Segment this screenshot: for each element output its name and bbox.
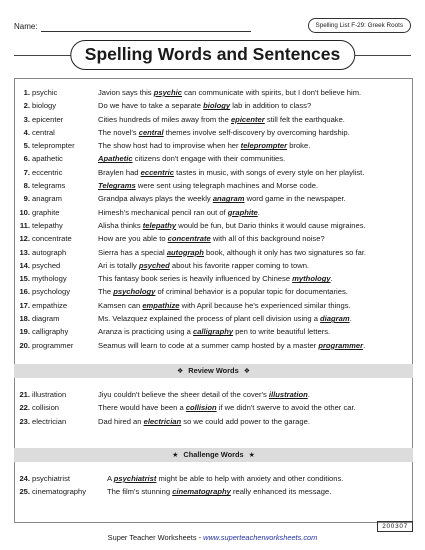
sentence-end: .: [257, 207, 260, 217]
sentence-start: Braylen had: [98, 167, 141, 177]
name-label: Name:: [14, 22, 38, 31]
spelling-word: concentrate: [32, 234, 72, 244]
example-sentence: [98, 99, 311, 112]
sentence-keyword: psyched: [138, 260, 170, 270]
word-number: 16.: [19, 287, 30, 297]
example-sentence: [98, 246, 366, 259]
sentence-keyword: Telegrams: [98, 181, 136, 191]
spelling-word: illustration: [32, 390, 67, 399]
example-sentence: [98, 152, 285, 165]
word-number: 12.: [19, 234, 30, 244]
spelling-word: diagram: [32, 314, 60, 324]
sentence-end: if we didn't swerve to avoid the other car.: [216, 403, 356, 413]
name-line: [41, 31, 251, 32]
spelling-word: central: [32, 127, 55, 137]
word-row: [18, 219, 413, 232]
sentence-start: Jiyu couldn't believe the sheer detail of the cover's: [98, 390, 269, 399]
sentence-start: Kamsen can: [98, 300, 143, 310]
star-icon: ★: [248, 452, 255, 459]
word-number: 6.: [23, 154, 30, 164]
word-row: [18, 339, 413, 352]
challenge-words-header: [14, 448, 413, 462]
word-number: 9.: [23, 194, 30, 204]
word-row: [18, 388, 413, 401]
sentence-end: tastes in music, with songs of every style on her playlist.: [174, 167, 365, 177]
word-number: 4.: [23, 127, 30, 137]
sentence-start: Sierra has a special: [98, 247, 167, 257]
sentence-end: book, although it only has two signatures so far.: [203, 247, 367, 257]
sentence-start: Alisha thinks: [98, 220, 143, 230]
example-sentence: [98, 388, 310, 401]
sentence-end: citizens don't engage with their communities.: [132, 154, 286, 164]
sentence-end: with April because he's experienced similar things.: [179, 300, 351, 310]
word-row: [18, 232, 413, 245]
sentence-start: Cities hundreds of miles away from the: [98, 114, 231, 124]
example-sentence: [98, 415, 310, 428]
word-row: [18, 152, 413, 165]
sentence-keyword: autograph: [166, 247, 204, 257]
spelling-word: programmer: [32, 340, 74, 350]
sentence-keyword: diagram: [320, 314, 350, 324]
sentence-start: Javion says this: [98, 88, 154, 97]
word-number: 21.: [19, 390, 30, 399]
word-row: [18, 99, 413, 112]
example-sentence: [98, 232, 325, 245]
sentence-keyword: epicenter: [230, 114, 265, 124]
sentence-end: with all of this background noise?: [210, 234, 325, 244]
sentence-keyword: psychic: [153, 88, 182, 97]
word-number: 22.: [19, 403, 30, 413]
sentence-keyword: cinematography: [172, 487, 231, 497]
sentence-end: .: [349, 314, 352, 324]
sentence-keyword: calligraphy: [192, 327, 234, 337]
word-row: [18, 415, 413, 428]
spelling-word: biology: [32, 101, 57, 111]
word-row: [18, 401, 413, 414]
list-badge: Spelling List F-29: Greek Roots: [308, 18, 412, 33]
sentence-start: Ari is totally: [98, 260, 139, 270]
footer-brand: Super Teacher Worksheets -: [107, 533, 204, 542]
sentence-keyword: teleprompter: [240, 141, 288, 151]
review-words-header: [14, 364, 413, 378]
header: [14, 18, 411, 38]
spelling-word: teleprompter: [32, 141, 75, 151]
word-number: 5.: [23, 141, 30, 151]
spelling-word: psychic: [32, 88, 58, 97]
example-sentence: [98, 325, 330, 338]
word-number: 11.: [19, 220, 30, 230]
word-number: 25.: [19, 487, 30, 497]
word-row: [18, 285, 413, 298]
sentence-keyword: programmer: [318, 340, 364, 350]
word-number: 8.: [23, 181, 30, 191]
sentence-start: How are you able to: [98, 234, 168, 244]
sentence-keyword: Apathetic: [98, 154, 133, 164]
word-row: [18, 166, 413, 179]
sentence-keyword: graphite: [227, 207, 258, 217]
sentence-keyword: electrician: [143, 416, 182, 426]
sentence-keyword: empathize: [142, 300, 180, 310]
example-sentence: [98, 285, 348, 298]
diamond-icon: ❖: [177, 368, 184, 375]
sentence-end: might be able to help with anxiety and other conditions.: [156, 474, 344, 483]
title-area: [14, 40, 411, 70]
spelling-word: anagram: [32, 194, 62, 204]
sentence-end: .: [307, 390, 310, 399]
word-row: [18, 206, 413, 219]
sentence-start: Do we have to take a separate: [98, 101, 204, 111]
sentence-keyword: telepathy: [142, 220, 177, 230]
word-row: [18, 272, 413, 285]
word-row: [18, 246, 413, 259]
sentence-keyword: eccentric: [140, 167, 174, 177]
sentence-end: would be fun, but Dario thinks it would cause migraines.: [176, 220, 366, 230]
sentence-end: themes involve self-discovery by overcoming hardship.: [163, 127, 350, 137]
word-number: 19.: [19, 327, 30, 337]
word-row: [18, 259, 413, 272]
word-number: 14.: [19, 260, 30, 270]
word-row: [18, 139, 413, 152]
sentence-start: Dad hired an: [98, 416, 144, 426]
word-number: 10.: [19, 207, 30, 217]
word-row: [18, 113, 413, 126]
sentence-end: can communicate with spirits, but I don't believe him.: [182, 88, 362, 97]
word-number: 24.: [19, 474, 30, 483]
spelling-word: eccentric: [32, 167, 63, 177]
example-sentence: [98, 139, 310, 152]
word-row: [18, 192, 413, 205]
sentence-keyword: mythology: [292, 274, 331, 284]
word-row: [18, 325, 413, 338]
word-row: [18, 179, 413, 192]
sentence-start: Grandpa always plays the weekly: [98, 194, 213, 204]
spelling-word: mythology: [32, 274, 67, 284]
example-sentence: [98, 401, 356, 414]
spelling-word: telepathy: [32, 220, 63, 230]
spelling-word: empathize: [32, 300, 68, 310]
spelling-word: collision: [32, 403, 60, 413]
sentence-start: There would have been a: [98, 403, 186, 413]
sentence-end: really enhanced its message.: [230, 487, 332, 497]
challenge-title: Challenge Words: [183, 450, 244, 459]
sentence-start: Seamus will learn to code at a summer camp hosted by a master: [98, 340, 319, 350]
example-sentence: [98, 206, 260, 219]
sentence-end: lab in addition to class?: [230, 101, 312, 111]
example-sentence: [98, 126, 350, 139]
challenge-word-list: [18, 472, 413, 499]
spelling-word: calligraphy: [32, 327, 69, 337]
sentence-end: so we could add power to the garage.: [181, 416, 310, 426]
sentence-end: .: [330, 274, 333, 284]
sentence-end: pen to write beautiful letters.: [233, 327, 331, 337]
page-title: Spelling Words and Sentences: [70, 40, 355, 70]
sentence-end: still felt the earthquake.: [264, 114, 345, 124]
spelling-word: autograph: [32, 247, 67, 257]
sentence-start: Aranza is practicing using a: [98, 327, 193, 337]
example-sentence: [98, 86, 361, 99]
spelling-word: psyched: [32, 260, 61, 270]
main-word-list: [18, 86, 413, 352]
example-sentence: [98, 166, 364, 179]
example-sentence: [107, 472, 343, 485]
example-sentence: [98, 339, 365, 352]
spelling-word: apathetic: [32, 154, 63, 164]
footer: [0, 533, 425, 542]
spelling-word: epicenter: [32, 114, 64, 124]
example-sentence: [98, 312, 352, 325]
word-number: 18.: [19, 314, 30, 324]
sentence-start: Ms. Velazquez explained the process of plant cell division using a: [98, 314, 321, 324]
example-sentence: [98, 192, 346, 205]
sentence-end: broke.: [287, 141, 311, 151]
sentence-end: about his favorite rapper coming to town.: [169, 260, 310, 270]
sentence-start: The novel's: [98, 127, 139, 137]
example-sentence: [98, 219, 366, 232]
spelling-word: electrician: [32, 416, 67, 426]
review-word-list: [18, 388, 413, 428]
review-title: Review Words: [188, 366, 239, 375]
spelling-word: telegrams: [32, 181, 66, 191]
sentence-keyword: illustration: [268, 390, 308, 399]
word-number: 1.: [23, 88, 30, 97]
sentence-keyword: collision: [185, 403, 217, 413]
sentence-end: of criminal behavior is a popular topic for documentaries.: [155, 287, 348, 297]
example-sentence: [98, 259, 309, 272]
star-icon: ★: [172, 452, 179, 459]
sentence-start: This fantasy book series is heavily influenced by Chinese: [98, 274, 293, 284]
sentence-end: word game in the newspaper.: [244, 194, 346, 204]
word-row: [18, 472, 413, 485]
word-row: [18, 299, 413, 312]
example-sentence: [98, 299, 351, 312]
sentence-start: The film's stunning: [107, 487, 173, 497]
word-row: [18, 126, 413, 139]
example-sentence: [98, 179, 318, 192]
footer-site-link[interactable]: www.superteacherworksheets.com: [203, 533, 318, 542]
sentence-end: were sent using telegraph machines and Morse code.: [135, 181, 319, 191]
sentence-keyword: psychiatrist: [113, 474, 157, 483]
sentence-start: The show host had to improvise when her: [98, 141, 241, 151]
sentence-keyword: biology: [203, 101, 231, 111]
word-number: 3.: [23, 114, 30, 124]
word-number: 23.: [19, 416, 30, 426]
sentence-start: A: [107, 474, 114, 483]
example-sentence: [98, 272, 333, 285]
worksheet-code: 200307: [377, 521, 413, 532]
word-number: 2.: [23, 101, 30, 111]
word-row: [18, 312, 413, 325]
sentence-keyword: central: [138, 127, 164, 137]
word-number: 7.: [23, 167, 30, 177]
spelling-word: graphite: [32, 207, 60, 217]
spelling-word: psychiatrist: [32, 474, 70, 483]
word-number: 13.: [19, 247, 30, 257]
sentence-start: Himesh's mechanical pencil ran out of: [98, 207, 228, 217]
sentence-keyword: concentrate: [167, 234, 211, 244]
spelling-word: psychology: [32, 287, 70, 297]
word-number: 17.: [19, 300, 30, 310]
sentence-end: .: [363, 340, 366, 350]
spelling-word: cinematography: [32, 487, 87, 497]
word-row: [18, 86, 413, 99]
word-number: 20.: [19, 340, 30, 350]
example-sentence: [98, 113, 345, 126]
diamond-icon: ❖: [243, 368, 250, 375]
sentence-keyword: psychology: [113, 287, 156, 297]
sentence-keyword: anagram: [212, 194, 245, 204]
sentence-start: The: [98, 287, 114, 297]
word-row: [18, 485, 413, 498]
word-number: 15.: [19, 274, 30, 284]
example-sentence: [107, 485, 331, 498]
